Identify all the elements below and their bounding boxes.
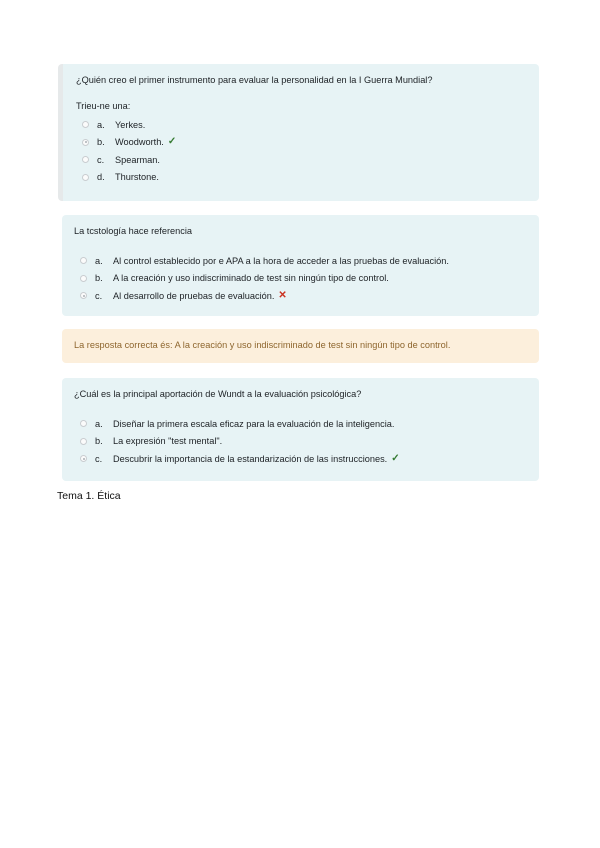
question-text: ¿Quién creo el primer instrumento para evaluar la personalidad en la I Guerra Mundial? [76, 75, 433, 85]
correct-check-icon: ✓ [391, 452, 400, 464]
answer-option-a[interactable] [74, 252, 527, 270]
answer-option-b[interactable] [76, 134, 527, 152]
option-letter: c. [97, 154, 105, 165]
answer-option-c[interactable] [74, 450, 527, 468]
radio-button[interactable] [80, 455, 87, 462]
option-letter: d. [97, 172, 105, 183]
answer-prompt: Trieu-ne una: [76, 101, 131, 111]
radio-button[interactable] [80, 438, 87, 445]
answer-list [74, 252, 527, 305]
question-card-3 [62, 378, 539, 481]
answer-option-c[interactable] [76, 151, 527, 169]
option-label: Spearman. [115, 154, 160, 165]
incorrect-cross-icon: ✕ [278, 289, 287, 301]
question-text: La tcstología hace referencia [74, 226, 192, 236]
correct-answer-feedback: La resposta correcta és: A la creación y uso indiscriminado de test sin ningún tipo de control. [62, 329, 539, 363]
option-letter: a. [95, 255, 103, 266]
option-label: Al control establecido por e APA a la hora de acceder a las pruebas de evaluación. [113, 255, 449, 266]
answer-option-a[interactable] [76, 116, 527, 134]
option-label: Thurstone. [115, 172, 159, 183]
option-letter: b. [97, 137, 105, 148]
option-label: Diseñar la primera escala eficaz para la evaluación de la inteligencia. [113, 418, 395, 429]
answer-option-c[interactable] [74, 287, 527, 305]
answer-option-b[interactable] [74, 270, 527, 288]
answer-option-b[interactable] [74, 433, 527, 451]
answer-option-d[interactable] [76, 169, 527, 187]
option-label: A la creación y uso indiscriminado de test sin ningún tipo de control. [113, 273, 389, 284]
radio-button[interactable] [82, 156, 89, 163]
radio-button[interactable] [80, 292, 87, 299]
option-letter: a. [97, 119, 105, 130]
question-card-1 [58, 64, 539, 201]
radio-button[interactable] [82, 139, 89, 146]
answer-list [76, 116, 527, 186]
option-letter: b. [95, 273, 103, 284]
option-label: Woodworth. [115, 137, 164, 148]
radio-button[interactable] [82, 174, 89, 181]
option-letter: b. [95, 436, 103, 447]
radio-button[interactable] [80, 420, 87, 427]
option-letter: c. [95, 290, 103, 301]
option-letter: a. [95, 418, 103, 429]
radio-button[interactable] [80, 275, 87, 282]
radio-button[interactable] [80, 257, 87, 264]
correct-check-icon: ✓ [167, 136, 177, 148]
question-card-2 [62, 215, 539, 316]
answer-option-a[interactable] [74, 415, 527, 433]
option-label: Yerkes. [115, 119, 146, 130]
option-label: Descubrir la importancia de la estandarización de las instrucciones. [113, 453, 388, 464]
option-label: Al desarrollo de pruebas de evaluación. [113, 290, 275, 301]
radio-button[interactable] [82, 121, 89, 128]
answer-list [74, 415, 527, 468]
option-letter: c. [95, 453, 103, 464]
question-text: ¿Cuál es la principal aportación de Wundt a la evaluación psicológica? [74, 389, 362, 399]
section-heading: Tema 1. Ética [57, 490, 121, 502]
option-label: La expresión "test mental". [113, 436, 223, 447]
